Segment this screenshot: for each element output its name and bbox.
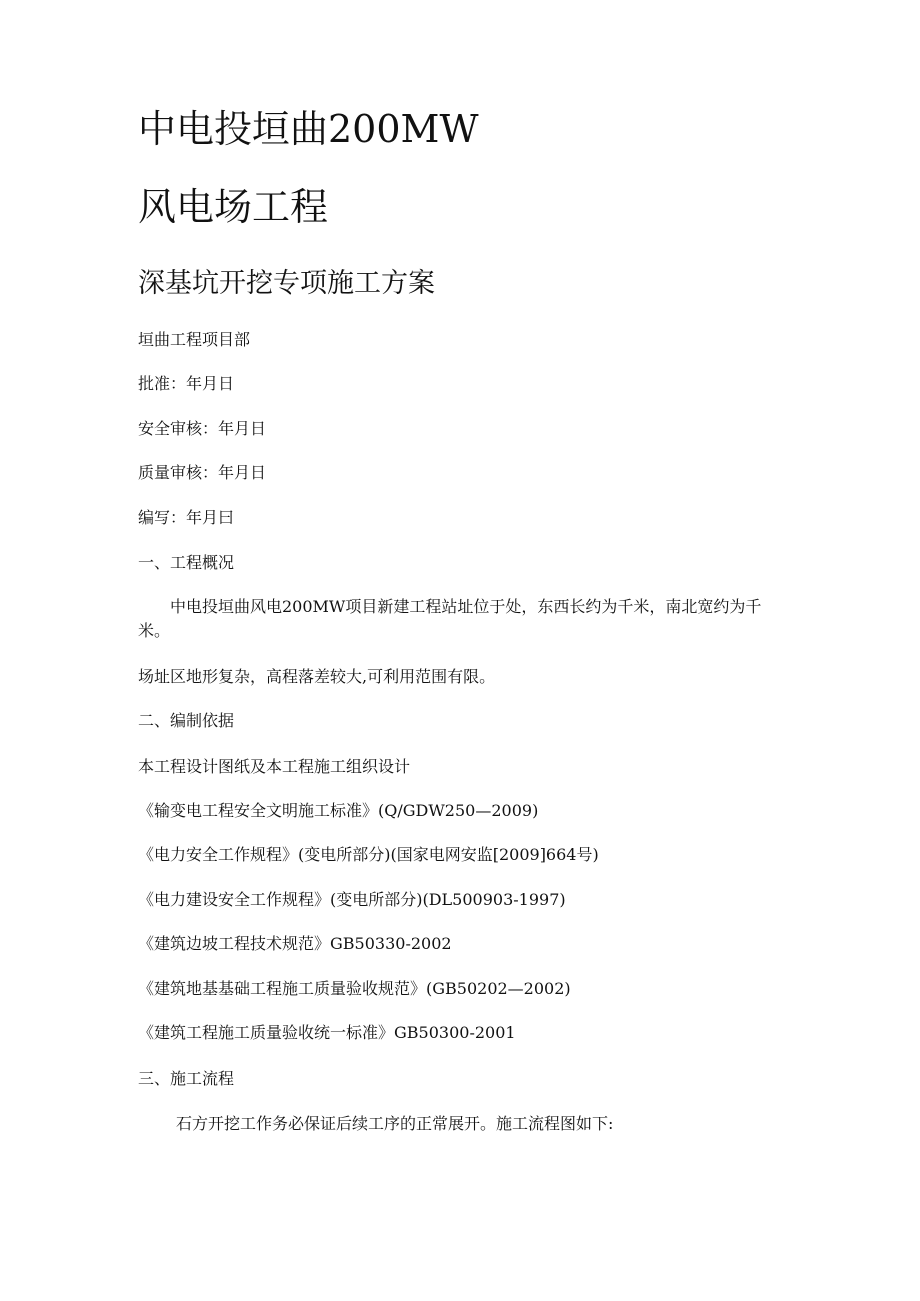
section-1-paragraph-1: 中电投垣曲风电200MW项目新建工程站址位于处，东西长约为千米，南北宽约为千米。 [138, 597, 762, 640]
safety-review-line: 安全审核：年月日 [138, 419, 267, 438]
title-line-1: 中电投垣曲200MW [138, 107, 479, 151]
section-1-paragraph-2: 场址区地形复杂，高程落差较大,可利用范围有限。 [138, 667, 496, 686]
reference-item: 《电力安全工作规程》(变电所部分)(国家电网安监[2009]664号) [138, 845, 599, 864]
subtitle: 深基坑开挖专项施工方案 [138, 268, 435, 299]
section-1-heading: 一、工程概况 [138, 553, 235, 572]
section-2-heading: 二、编制依据 [138, 711, 235, 730]
section-3-heading: 三、施工流程 [138, 1069, 235, 1088]
quality-review-line: 质量审核：年月日 [138, 463, 267, 482]
reference-item: 《输变电工程安全文明施工标准》(Q/GDW250—2009) [138, 801, 539, 820]
approve-line: 批准：年月日 [138, 374, 235, 393]
title-line-2: 风电场工程 [138, 185, 329, 229]
reference-item: 《建筑地基基础工程施工质量验收规范》(GB50202—2002) [138, 979, 571, 998]
author-line: 编写：年月曰 [138, 508, 235, 527]
department: 垣曲工程项目部 [138, 330, 251, 349]
section-3-paragraph-1: 石方开挖工作务必保证后续工序的正常展开。施工流程图如下: [176, 1114, 614, 1133]
reference-item: 《建筑工程施工质量验收统一标准》GB50300-2001 [138, 1023, 516, 1042]
reference-item: 《建筑边坡工程技术规范》GB50330-2002 [138, 934, 452, 953]
reference-item: 本工程设计图纸及本工程施工组织设计 [138, 757, 411, 776]
reference-item: 《电力建设安全工作规程》(变电所部分)(DL500903-1997) [138, 890, 566, 909]
